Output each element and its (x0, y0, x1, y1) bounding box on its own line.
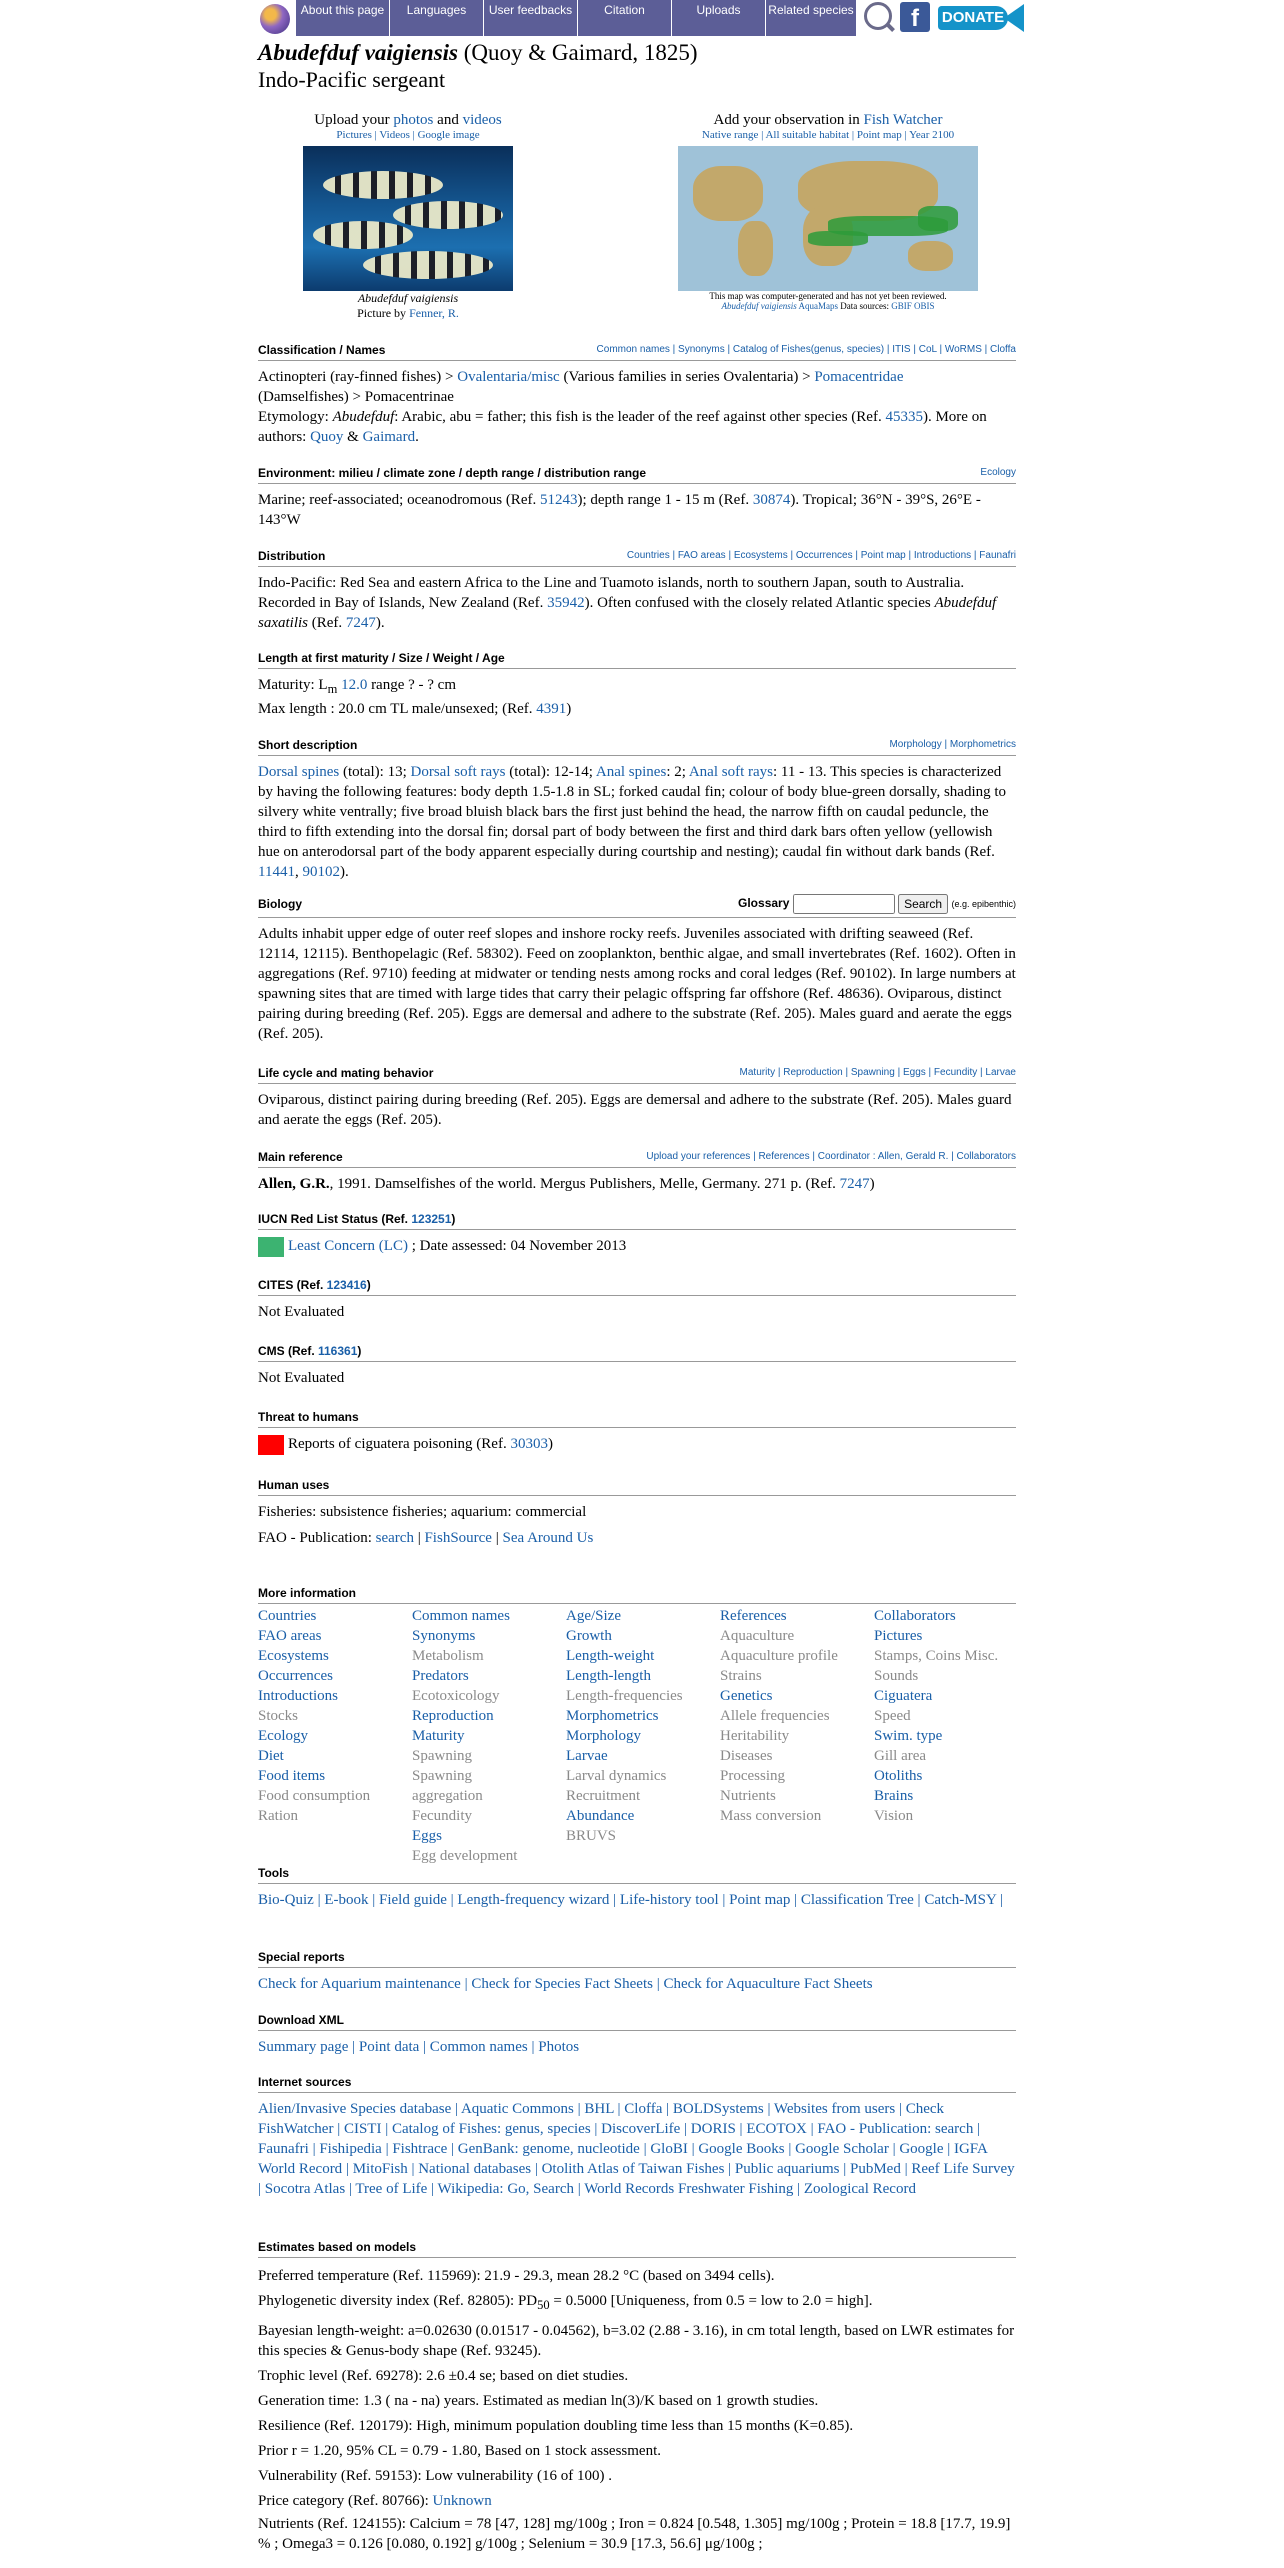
more-info-link[interactable]: Food items (258, 1768, 326, 1784)
more-info-link: Length-frequencies (566, 1688, 683, 1704)
price-unknown-link[interactable]: Unknown (432, 2493, 492, 2509)
more-info-link[interactable]: Eggs (412, 1828, 442, 1844)
more-info-link: Stamps, Coins Misc. (874, 1648, 999, 1664)
more-info-link: Heritability (720, 1728, 790, 1744)
special-reports-section: Special reports Check for Aquarium maintenance | Check for Species Fact Sheets | Check for Aquaculture Fact Sheets (258, 1950, 1016, 1994)
more-info-link: Food consumption (258, 1788, 371, 1804)
more-info-link: Sounds (874, 1668, 919, 1684)
more-info-column (874, 1606, 1024, 1826)
lifecycle-links[interactable]: Maturity | Reproduction | Spawning | Eggs | Fecundity | Larvae (739, 1067, 1016, 1078)
ovalentaria-link[interactable]: Ovalentaria/misc (457, 369, 560, 385)
fao-search-link[interactable]: search (375, 1530, 414, 1546)
ref-link[interactable]: 11441 (258, 864, 295, 880)
ref-link[interactable]: 30874 (752, 492, 791, 508)
internet-sources-section: Internet sources Alien/Invasive Species database | Aquatic Commons | BHL | Cloffa | BOLDSystems | Websites from users | Check FishWatcher | CISTI | Catalog of Fishes: genus, species | DiscoverLife | DORIS | ECOTOX | FAO - Publication: search | Faunafri | Fishipedia | Fishtrace | GenBank: genome, nucleotide | GloBI | Google Books | Google Scholar | Google | IGFA World Record | MitoFish | National databases | Otolith Atlas of Taiwan Fishes | Public aquariums | PubMed | Reef Life Survey | Socotra Atlas | Tree of Life | Wikipedia: Go, Search | World Records Freshwater Fishing | Zoological Record (258, 2075, 1015, 2197)
more-info-column (566, 1606, 716, 1846)
fishsource-link[interactable]: FishSource (424, 1530, 492, 1546)
distribution-map[interactable] (678, 146, 978, 291)
maturity-link[interactable]: 12.0 (337, 677, 368, 693)
nav-citation[interactable]: Citation (578, 0, 672, 36)
species-title: Abudefduf vaigiensis (Quoy & Gaimard, 1825) (258, 40, 698, 65)
nav-about[interactable]: About this page (296, 0, 390, 36)
more-info-link: BRUVS (566, 1828, 617, 1844)
fish-watcher-link[interactable]: Fish Watcher (863, 112, 943, 128)
map-note: This map was computer-generated and has not yet been reviewed. (709, 291, 947, 301)
more-info-link[interactable]: Age/Size (566, 1608, 621, 1624)
photo-caption: Abudefduf vaigiensis (357, 291, 459, 305)
tools-section: Tools Bio-Quiz | E-book | Field guide | Length-frequency wizard | Life-history tool | Point map | Classification Tree | Catch-MSY | (258, 1866, 1016, 1910)
length-section: Length at first maturity / Size / Weight / Age Maturity: $L_m$ 12.0 range ? - ? cm Max length : 20.0 cm TL male/unsexed; (Ref. 4391) (258, 651, 1016, 719)
more-info-link[interactable]: Abundance (566, 1808, 635, 1824)
ecology-link[interactable]: Ecology (980, 467, 1016, 478)
more-info-link: Strains (720, 1668, 762, 1684)
xml-section: Download XML Summary page | Point data | Common names | Photos (258, 2013, 1016, 2057)
nav-uploads[interactable]: Uploads (672, 0, 766, 36)
species-photo[interactable] (303, 146, 513, 291)
more-info-link: Larval dynamics (566, 1768, 667, 1784)
more-info-link[interactable]: FAO areas (258, 1628, 322, 1644)
more-info-grid (258, 1606, 1016, 1866)
tools-links[interactable]: Bio-Quiz | E-book | Field guide | Length-frequency wizard | Life-history tool | Point map | Classification Tree | Catch-MSY | (258, 1892, 1004, 1908)
threat-swatch (258, 1435, 284, 1455)
ref-link[interactable]: 4391 (536, 701, 567, 717)
more-info-link[interactable]: Otoliths (874, 1768, 923, 1784)
ref-link[interactable]: 45335 (885, 409, 923, 425)
photos-link[interactable]: photos (393, 112, 434, 128)
reference-links[interactable]: Upload your references | References | Coordinator : Allen, Gerald R. | Collaborators (646, 1151, 1016, 1162)
anal-spines-link[interactable]: Anal spines (595, 764, 667, 780)
more-info-link[interactable]: Synonyms (412, 1628, 476, 1644)
special-reports-links[interactable]: Check for Aquarium maintenance | Check for Species Fact Sheets | Check for Aquaculture Fact Sheets (258, 1976, 873, 1992)
more-info-link: Ration (258, 1808, 298, 1824)
more-info-link[interactable]: Predators (412, 1668, 469, 1684)
facebook-icon[interactable]: f (900, 2, 930, 32)
more-info-link: Metabolism (412, 1648, 484, 1664)
biology-section: Biology Glossary Search (e.g. epibenthic) Adults inhabit upper edge of outer reef slopes and inshore rocky reefs. Juveniles associated with drifting seaweed (Ref. 12114, 12115). Benthopelagic (Ref. 58302). Feed on zooplankton, benthic algae, and small invertebrates (Ref. 1602). Often in aggregations (Ref. 9710) feeding at midwater or tending nests among rocks and coral ledges (Ref. 90102). In large numbers at spawning sites that are timed with large tides that carry their pelagic offspring far offshore (Ref. 48636). Oviparous, distinct pairing during breeding (Ref. 205). Eggs are demersal and adhere to the substrate (Ref. 205). Males guard and aerate the eggs (Ref. 205). (258, 897, 1016, 1044)
cms-section: CMS (Ref. 116361) Not Evaluated (258, 1344, 1016, 1388)
more-info-column (720, 1606, 870, 1826)
more-info-link[interactable]: Countries (258, 1608, 317, 1624)
more-info-link[interactable]: Length-length (566, 1668, 651, 1684)
ref-link[interactable]: 30303 (510, 1436, 548, 1452)
data-sources-link[interactable]: GBIF OBIS (891, 301, 935, 311)
ref-link[interactable]: 7247 (345, 615, 376, 631)
short-description-section: Short description Morphology | Morphometrics Dorsal spines (total): 13; Dorsal soft rays (total): 12-14; Anal spines: 2; Anal soft rays: 11 - 13. This species is characterized by having the following features: body depth 1.5-1.8 in SL; forked caudal fin; colour of body blue-green dorsally, shading to silvery white ventrally; five broad bluish black bars the first just behind the head, the narrow fifth on caudal peduncle, the third to fifth extending into the dorsal fin; dorsal part of body between the first and third dark bars often yellow (yellowish hue on anterodorsal part of the body apparent especially during courtship and nesting); caudal fin without dark bands (Ref. 11441, 90102). (258, 738, 1016, 880)
more-info-link[interactable]: Ecology (258, 1728, 308, 1744)
ref-link[interactable]: 123251 (411, 1212, 452, 1226)
map-links[interactable]: Native range | All suitable habitat | Point map | Year 2100 (701, 129, 955, 141)
more-info-column (258, 1606, 408, 1826)
pomacentridae-link[interactable]: Pomacentridae (814, 369, 904, 385)
classification-links[interactable]: Common names | Synonyms | Catalog of Fishes(genus, species) | ITIS | CoL | WoRMS | Cloffa (596, 344, 1016, 355)
more-info-link: Fecundity (412, 1808, 472, 1824)
more-info-link[interactable]: Common names (412, 1608, 510, 1624)
iucn-section: IUCN Red List Status (Ref. 123251) Least Concern (LC) ; Date assessed: 04 November 2013 (258, 1212, 1016, 1257)
iucn-status-swatch (258, 1237, 284, 1257)
photo-box: Upload your photos and videos Pictures | Videos | Google image Abudefduf vaigiensis Picture by Fenner, R. (288, 112, 528, 321)
more-info-link: Speed (874, 1708, 911, 1724)
ref-link[interactable]: 7247 (839, 1176, 870, 1192)
anal-soft-rays-link[interactable]: Anal soft rays (688, 764, 773, 780)
more-info-link[interactable]: References (720, 1608, 787, 1624)
sea-around-us-link[interactable]: Sea Around Us (502, 1530, 594, 1546)
more-info-link: Stocks (258, 1708, 299, 1724)
environment-section: Environment: milieu / climate zone / depth range / distribution range Ecology Marine; reef-associated; oceanodromous (Ref. 51243); depth range 1 - 15 m (Ref. 30874). Tropical; 36°N - 39°S, 26°E - 143°W (258, 466, 1016, 528)
more-info-link[interactable]: Morphometrics (566, 1708, 659, 1724)
morphology-links[interactable]: Morphology | Morphometrics (889, 739, 1016, 750)
more-info-link: Processing (720, 1768, 785, 1784)
more-info-link: Egg development (412, 1848, 518, 1864)
more-info-link: Recruitment (566, 1788, 641, 1804)
more-info-link[interactable]: Morphology (566, 1728, 641, 1744)
lifecycle-section: Life cycle and mating behavior Maturity | Reproduction | Spawning | Eggs | Fecundity | Larvae Oviparous, distinct pairing during breeding (Ref. 205). Eggs are demersal and adhere to the substrate (Ref. 205). Males guard and aerate the eggs (Ref. 205). (258, 1066, 1016, 1128)
more-info-section: More information (258, 1586, 1016, 1604)
nav-languages[interactable]: Languages (390, 0, 484, 36)
main-reference-section: Main reference Upload your references | References | Coordinator : Allen, Gerald R. | Collaborators Allen, G.R., 1991. Damselfishes of the world. Mergus Publishers, Melle, Germany. 271 p. (Ref. 7247) (258, 1150, 1016, 1192)
glossary-search-button[interactable]: Search (898, 894, 948, 914)
more-info-link[interactable]: Length-weight (566, 1648, 655, 1664)
search-icon[interactable] (864, 2, 892, 30)
aquamaps-link[interactable]: AquaMaps (798, 301, 838, 311)
nav-user-feedbacks[interactable]: User feedbacks (484, 0, 578, 36)
more-info-link[interactable]: Maturity (412, 1728, 465, 1744)
more-info-link: Spawning (412, 1748, 472, 1764)
top-nav (258, 0, 1026, 36)
ref-link[interactable]: 51243 (539, 492, 578, 508)
media-links[interactable]: Pictures | Videos | Google image (336, 129, 480, 141)
ref-link[interactable]: 116361 (318, 1344, 358, 1358)
more-info-link[interactable]: Brains (874, 1788, 914, 1804)
dorsal-soft-rays-link[interactable]: Dorsal soft rays (410, 764, 506, 780)
more-info-link: Aquaculture (720, 1628, 795, 1644)
more-info-link: aggregation (412, 1788, 483, 1804)
more-info-link[interactable]: Genetics (720, 1688, 773, 1704)
ref-link[interactable]: 90102 (302, 864, 340, 880)
iucn-status-link[interactable]: Least Concern (LC) (288, 1238, 408, 1254)
more-info-link[interactable]: Reproduction (412, 1708, 494, 1724)
more-info-link[interactable]: Diet (258, 1748, 284, 1764)
more-info-link: Spawning (412, 1768, 472, 1784)
more-info-link: Vision (874, 1808, 914, 1824)
more-info-link: Nutrients (720, 1788, 776, 1804)
author-gaimard-link[interactable]: Gaimard (362, 429, 416, 445)
more-info-link: Mass conversion (720, 1808, 822, 1824)
more-info-link[interactable]: Larvae (566, 1748, 608, 1764)
donate-button[interactable]: DONATE (938, 2, 1024, 32)
common-name: Indo-Pacific sergeant (258, 67, 446, 92)
more-info-link: Allele frequencies (720, 1708, 830, 1724)
dorsal-spines-link[interactable]: Dorsal spines (258, 764, 340, 780)
map-box: Add your observation in Fish Watcher Native range | All suitable habitat | Point map | Year 2100 This map was computer-generated and has not yet been reviewed. Abudefduf vaigiensis AquaMaps Data sources: GBIF OBIS (658, 112, 998, 311)
threat-section: Threat to humans Reports of ciguatera poisoning (Ref. 30303) (258, 1410, 1016, 1455)
more-info-link[interactable]: Ciguatera (874, 1688, 933, 1704)
more-info-link[interactable]: Introductions (258, 1688, 338, 1704)
xml-links[interactable]: Summary page | Point data | Common names | Photos (258, 2039, 580, 2055)
more-info-link[interactable]: Collaborators (874, 1608, 956, 1624)
more-info-link[interactable]: Pictures (874, 1628, 923, 1644)
glossary-input[interactable] (793, 894, 895, 914)
more-info-link[interactable]: Ecosystems (258, 1648, 329, 1664)
more-info-link[interactable]: Swim. type (874, 1728, 943, 1744)
internet-links[interactable]: Alien/Invasive Species database | Aquatic Commons | BHL | Cloffa | BOLDSystems | Websites from users | Check FishWatcher | CISTI | Catalog of Fishes: genus, species | DiscoverLife | DORIS | ECOTOX | FAO - Publication: search | Faunafri | Fishipedia | Fishtrace | GenBank: genome, nucleotide | GloBI | Google Books | Google Scholar | Google | IGFA World Record | MitoFish | National databases | Otolith Atlas of Taiwan Fishes | Public aquariums | PubMed | Reef Life Survey | Socotra Atlas | Tree of Life | Wikipedia: Go, Search | World Records Freshwater Fishing | Zoological Record (258, 2101, 1015, 2197)
more-info-link: Diseases (720, 1748, 773, 1764)
more-info-column (412, 1606, 562, 1866)
more-info-link: Aquaculture profile (720, 1648, 838, 1664)
estimates-section: Estimates based on models Preferred temperature (Ref. 115969): 21.9 - 29.3, mean 28.2 °C (based on 3494 cells). Phylogenetic diversity index (Ref. 82805): $PD_{50} = 0.5000$ [Uniqueness, from 0.5 = low to 2.0 = high]. Bayesian length-weight: a=0.02630 (0.01517 - 0.04562), b=3.02 (2.88 - 3.16), in cm total length, based on LWR estimates for this species & Genus-body shape (Ref. 93245). Trophic level (Ref. 69278): 2.6 ±0.4 se; based on diet studies. Generation time: 1.3 ( na - na) years. Estimated as median ln(3)/K based on 1 growth studies. Resilience (Ref. 120179): High, minimum population doubling time less than 15 months (K=0.85). Prior r = 1.20, 95% CL = 0.79 - 1.80, Based on 1 stock assessment. Vulnerability (Ref. 59153): Low vulnerability (16 of 100) . Price category (Ref. 80766): Unknown Nutrients (Ref. 124155): Calcium = 78 [47, 128] mg/100g ; Iron = 0.824 [0.548, 1.305] mg/100g ; Protein = 18.8 [17.7, 19.9] % ; Omega3 = 0.126 [0.080, 0.192] g/100g ; Selenium = 30.9 [17.3, 56.6] μg/100g ; (258, 2240, 1015, 2552)
videos-link[interactable]: videos (462, 112, 502, 128)
more-info-link[interactable]: Occurrences (258, 1668, 333, 1684)
biology-text: Adults inhabit upper edge of outer reef slopes and inshore rocky reefs. Juveniles associated with drifting seaweed (Ref. 12114, 12115). Benthopelagic (Ref. 58302). Feed on zooplankton, benthic algae, and small invertebrates (Ref. 1602). Often in aggregations (Ref. 9710) feeding at midwater or tending nests among rocks and coral ledges (Ref. 90102). In large numbers at spawning sites that are timed with large tides that carry their pelagic offspring far offshore (Ref. 48636). Oviparous, distinct pairing during breeding (Ref. 205). Eggs are demersal and adhere to the substrate (Ref. 205). Males guard and aerate the eggs (Ref. 205). (258, 926, 1016, 1042)
fishbase-globe-icon[interactable] (260, 4, 290, 34)
distribution-section: Distribution Countries | FAO areas | Ecosystems | Occurrences | Point map | Introductions | Faunafri Indo-Pacific: Red Sea and eastern Africa to the Line and Tuamoto islands, north to southern Japan, south to Australia. Recorded in Bay of Islands, New Zealand (Ref. 35942). Often confused with the closely related Atlantic species Abudefduf saxatilis (Ref. 7247). (258, 549, 1016, 631)
classification-section: Classification / Names Common names | Synonyms | Catalog of Fishes(genus, species) | ITIS | CoL | WoRMS | Cloffa Actinopteri (ray-finned fishes) > Ovalentaria/misc (Various families in series Ovalentaria) > Pomacentridae (Damselfishes) > Pomacentrinae Etymology: Abudefduf: Arabic, abu = father; this fish is the leader of the reef against other species (Ref. 45335). More on authors: Quoy & Gaimard. (258, 343, 1016, 445)
more-info-link: Ecotoxicology (412, 1688, 500, 1704)
ref-link[interactable]: 35942 (547, 595, 585, 611)
photo-author-link[interactable]: Fenner, R. (409, 306, 459, 320)
cites-section: CITES (Ref. 123416) Not Evaluated (258, 1278, 1016, 1322)
ref-link[interactable]: 123416 (326, 1278, 367, 1292)
human-uses-section: Human uses Fisheries: subsistence fisheries; aquarium: commercial FAO - Publication: search | FishSource | Sea Around Us (258, 1478, 1016, 1548)
more-info-link: Gill area (874, 1748, 927, 1764)
nav-related-species[interactable]: Related species (766, 0, 857, 36)
distribution-links[interactable]: Countries | FAO areas | Ecosystems | Occurrences | Point map | Introductions | Faunafri (626, 550, 1016, 561)
more-info-link[interactable]: Growth (566, 1628, 612, 1644)
author-quoy-link[interactable]: Quoy (310, 429, 344, 445)
